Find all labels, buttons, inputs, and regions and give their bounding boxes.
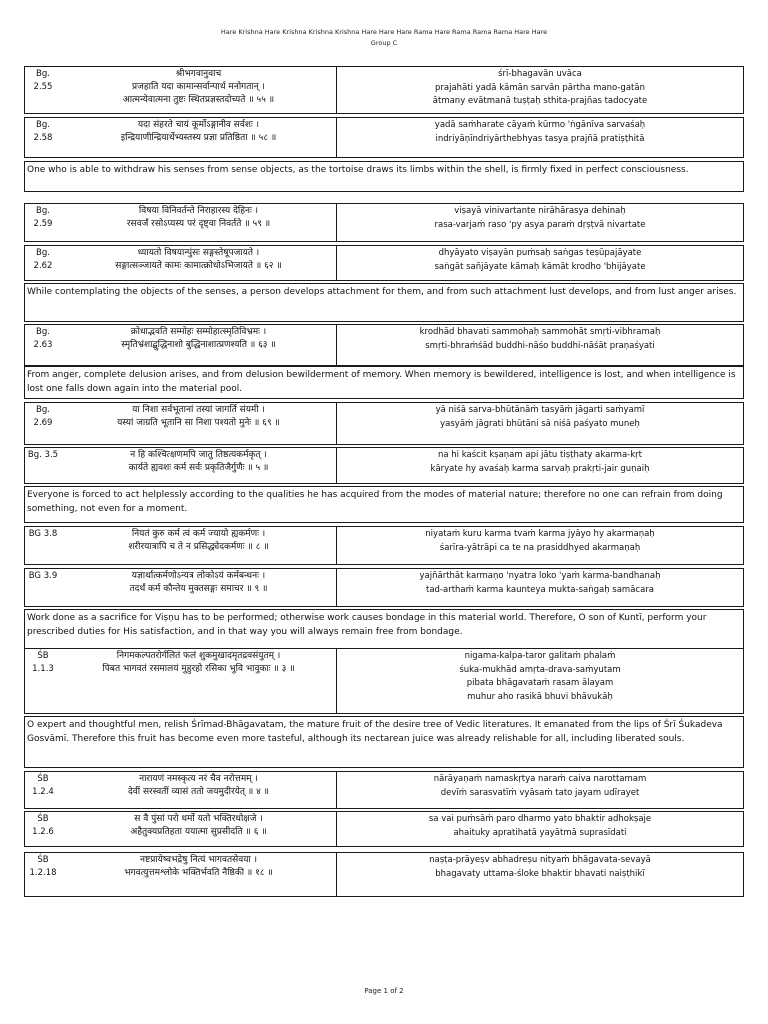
devanagari-line: या निशा सर्वभूतानां तस्यां जागर्ति संयमी । xyxy=(132,405,265,415)
devanagari-line: न हि कश्चित्क्षणमपि जातु तिष्ठत्यकर्मकृत् । xyxy=(130,450,267,460)
verse-reference xyxy=(25,204,61,241)
devanagari-verse xyxy=(61,67,337,113)
verse-reference xyxy=(25,649,61,713)
transliteration-line: naṣṭa-prāyeṣv abhadreṣu nityaṁ bhāgavata-sevayā xyxy=(429,855,651,865)
reference-line: 1.2.6 xyxy=(32,827,54,837)
devanagari-line: नष्टप्रायेष्वभद्रेषु नित्यं भागवतसेवया । xyxy=(139,855,258,865)
translation-paragraph: While contemplating the objects of the senses, a person develops attachment for them, and from such attachment lust develops, and from lust anger arises. xyxy=(24,283,744,322)
translation-paragraph: O expert and thoughtful men, relish Śrīmad-Bhāgavatam, the mature fruit of the desire tree of Vedic literatures. It emanated from the lips of Śrī Śukadeva Gosvāmī. Therefore this fruit has become even more tasteful, although its nectarean juice was already relishable for all, including liberated souls. xyxy=(24,716,744,768)
devanagari-verse xyxy=(61,448,337,483)
transliteration-line: śrī-bhagavān uvāca xyxy=(498,69,582,79)
transliteration xyxy=(337,118,743,157)
transliteration-line: indriyāṇīndriyārthebhyas tasya prajñā pratiṣṭhitā xyxy=(435,133,645,144)
devanagari-line: अहैतुक्यप्रतिहता ययात्मा सुप्रसीदति ॥ ६ ॥ xyxy=(130,827,267,837)
verse-reference xyxy=(25,325,61,365)
header-mantra: Hare Krishna Hare Krishna Krishna Krishna Hare Hare Hare Rama Hare Rama Rama Rama Hare Hare xyxy=(220,28,548,36)
reference-line: ŚB xyxy=(37,855,49,865)
transliteration-line: devīṁ sarasvatīṁ vyāsaṁ tato jayam udīrayet xyxy=(440,787,640,798)
translation-paragraph: One who is able to withdraw his senses from sense objects, as the tortoise draws its limbs within the shell, is firmly fixed in perfect consciousness. xyxy=(24,161,744,192)
transliteration-line: saṅgāt sañjāyate kāmaḥ kāmāt krodho 'bhijāyate xyxy=(434,261,646,272)
transliteration xyxy=(337,67,743,113)
devanagari-line: नियतं कुरु कर्म त्वं कर्म ज्यायो ह्यकर्मणः । xyxy=(131,529,266,539)
transliteration-line: viṣayā vinivartante nirāhārasya dehinaḥ xyxy=(454,206,626,216)
transliteration-line: niyataṁ kuru karma tvaṁ karma jyāyo hy akarmaṇaḥ xyxy=(425,529,655,539)
reference-line: Bg. xyxy=(36,327,50,337)
reference-line: 2.63 xyxy=(33,340,53,350)
transliteration xyxy=(337,448,743,483)
verse-row xyxy=(24,402,744,445)
devanagari-line: नारायणं नमस्कृत्य नरं चैव नरोत्तमम् । xyxy=(139,774,258,784)
transliteration xyxy=(337,649,743,713)
reference-line: 2.59 xyxy=(33,219,53,229)
verse-reference xyxy=(25,67,61,113)
transliteration-line: sa vai puṁsāṁ paro dharmo yato bhaktir adhokṣaje xyxy=(428,814,652,824)
verse-row xyxy=(24,245,744,281)
transliteration-line: nigama-kalpa-taror galitaṁ phalaṁ xyxy=(464,651,616,661)
reference-line: Bg. xyxy=(36,405,50,415)
reference-line: ŚB xyxy=(37,651,49,661)
reference-line: BG 3.9 xyxy=(28,571,58,581)
devanagari-line: रसवर्जं रसोऽप्यस्य परं दृष्ट्वा निवर्तते ॥ ५९ ॥ xyxy=(126,219,271,229)
verse-row xyxy=(24,66,744,114)
verse-reference xyxy=(25,853,61,896)
devanagari-verse xyxy=(61,812,337,846)
reference-line: Bg. xyxy=(36,69,50,79)
devanagari-verse xyxy=(61,649,337,713)
transliteration-line: prajahāti yadā kāmān sarvān pārtha mano-gatān xyxy=(435,82,645,93)
reference-line: 2.58 xyxy=(33,133,53,143)
transliteration xyxy=(337,325,743,365)
devanagari-verse xyxy=(61,325,337,365)
verse-reference xyxy=(25,403,61,444)
devanagari-line: स्मृतिभ्रंशाद्बुद्धिनाशो बुद्धिनाशात्प्रणश्यति ॥ ६३ ॥ xyxy=(121,340,276,350)
devanagari-verse xyxy=(61,772,337,808)
translation-paragraph: Everyone is forced to act helplessly according to the qualities he has acquired from the modes of material nature; therefore no one can refrain from doing something, not even for a moment. xyxy=(24,486,744,523)
transliteration-line: dhyāyato viṣayān puṁsaḥ saṅgas teṣūpajāyate xyxy=(438,248,642,258)
verse-row xyxy=(24,203,744,242)
reference-line: 2.55 xyxy=(33,82,53,92)
reference-line: Bg. xyxy=(36,206,50,216)
reference-line: 1.2.18 xyxy=(29,868,57,878)
transliteration-line: yadā saṁharate cāyaṁ kūrmo 'ṅgānīva sarvaśaḥ xyxy=(434,120,646,130)
transliteration-line: tad-arthaṁ karma kaunteya mukta-saṅgaḥ samācara xyxy=(425,584,655,595)
devanagari-verse xyxy=(61,204,337,241)
reference-line: Bg. 3.5 xyxy=(27,450,59,460)
transliteration-line: smṛti-bhraṁśād buddhi-nāśo buddhi-nāśāt praṇaśyati xyxy=(425,340,655,351)
reference-line: ŚB xyxy=(37,774,49,784)
transliteration-line: yajñārthāt karmaṇo 'nyatra loko 'yaṁ karma-bandhanaḥ xyxy=(419,571,661,581)
devanagari-line: प्रजहाति यदा कामान्सर्वान्पार्थ मनोगतान् । xyxy=(132,82,265,92)
transliteration-line: bhagavaty uttama-śloke bhaktir bhavati naiṣṭhikī xyxy=(435,868,645,879)
devanagari-line: सङ्गात्सञ्जायते कामः कामात्क्रोधोऽभिजायते ॥ ६२ ॥ xyxy=(115,261,282,271)
verse-row xyxy=(24,447,744,484)
transliteration-line: yā niśā sarva-bhūtānāṁ tasyāṁ jāgarti saṁyamī xyxy=(435,405,645,415)
verse-reference xyxy=(25,569,61,606)
devanagari-line: आत्मन्येवात्मना तुष्टः स्थितप्रज्ञस्तदोच्यते ॥ ५५ ॥ xyxy=(122,95,275,105)
transliteration xyxy=(337,527,743,564)
transliteration-line: ātmany evātmanā tuṣṭaḥ sthita-prajñas tadocyate xyxy=(432,96,648,106)
devanagari-verse xyxy=(61,853,337,896)
devanagari-line: तदर्थं कर्म कौन्तेय मुक्तसङ्गः समाचर ॥ ९ ॥ xyxy=(129,584,268,594)
reference-line: ŚB xyxy=(37,814,49,824)
devanagari-line: पिबत भागवतं रसमालयं मुहुरहो रसिका भुवि भावुकाः ॥ ३ ॥ xyxy=(102,664,295,674)
devanagari-line: निगमकल्पतरोर्गलितं फलं शुकमुखादमृतद्रवसंयुतम् । xyxy=(116,651,281,661)
verse-row xyxy=(24,771,744,809)
devanagari-line: इन्द्रियाणीन्द्रियार्थेभ्यस्तस्य प्रज्ञा प्रतिष्ठिता ॥ ५८ ॥ xyxy=(120,133,277,143)
transliteration-line: śuka-mukhād amṛta-drava-saṁyutam xyxy=(459,664,621,675)
verse-reference xyxy=(25,772,61,808)
transliteration xyxy=(337,204,743,241)
devanagari-verse xyxy=(61,246,337,280)
verse-row xyxy=(24,324,744,366)
verse-reference xyxy=(25,812,61,846)
transliteration xyxy=(337,569,743,606)
verse-reference xyxy=(25,448,61,483)
devanagari-verse xyxy=(61,403,337,444)
devanagari-verse xyxy=(61,569,337,606)
transliteration-line: ahaituky apratihatā yayātmā suprasīdati xyxy=(453,827,627,838)
devanagari-line: देवीं सरस्वतीं व्यासं ततो जयमुदीरयेत् ॥ ४ ॥ xyxy=(127,787,270,797)
devanagari-line: स वै पुंसां परो धर्मो यतो भक्तिरधोक्षजे । xyxy=(134,814,263,824)
verse-row xyxy=(24,117,744,158)
transliteration-line: śarīra-yātrāpi ca te na prasiddhyed akarmaṇaḥ xyxy=(439,542,641,553)
devanagari-verse xyxy=(61,527,337,564)
translation-paragraph: Work done as a sacrifice for Viṣṇu has to be performed; otherwise work causes bondage in this material world. Therefore, O son of Kuntī, perform your prescribed duties for His satisfaction, and in that way you will always remain free from bondage. xyxy=(24,609,744,649)
transliteration xyxy=(337,812,743,846)
devanagari-line: भगवत्युत्तमश्लोके भक्तिर्भवति नैष्ठिकी ॥ १८ ॥ xyxy=(124,868,273,878)
reference-line: BG 3.8 xyxy=(28,529,58,539)
verse-row xyxy=(24,526,744,565)
transliteration xyxy=(337,772,743,808)
devanagari-line: ध्यायतो विषयान्पुंसः सङ्गस्तेषूपजायते । xyxy=(137,248,260,258)
transliteration-line: pibata bhāgavataṁ rasam ālayam xyxy=(466,678,614,688)
verse-row xyxy=(24,811,744,847)
transliteration xyxy=(337,403,743,444)
devanagari-line: यस्यां जाग्रति भूतानि सा निशा पश्यतो मुनेः ॥ ६९ ॥ xyxy=(117,418,280,428)
reference-line: 2.62 xyxy=(33,261,53,271)
transliteration-line: nārāyaṇaṁ namaskṛtya naraṁ caiva narottamam xyxy=(433,774,647,784)
transliteration-line: muhur aho rasikā bhuvi bhāvukāḥ xyxy=(467,691,613,702)
devanagari-verse xyxy=(61,118,337,157)
header-group: Group C xyxy=(370,39,398,47)
verse-reference xyxy=(25,527,61,564)
verse-row xyxy=(24,648,744,714)
reference-line: 2.69 xyxy=(33,418,53,428)
transliteration-line: yasyāṁ jāgrati bhūtāni sā niśā paśyato muneḥ xyxy=(440,418,640,429)
translation-paragraph: From anger, complete delusion arises, and from delusion bewilderment of memory. When memory is bewildered, intelligence is lost, and when intelligence is lost one falls down again into the material pool. xyxy=(24,366,744,399)
reference-line: Bg. xyxy=(36,248,50,258)
transliteration-line: na hi kaścit kṣaṇam api jātu tiṣṭhaty akarma-kṛt xyxy=(438,450,642,460)
verse-reference xyxy=(25,118,61,157)
reference-line: Bg. xyxy=(36,120,50,130)
devanagari-line: विषया विनिवर्तन्ते निराहारस्य देहिनः । xyxy=(138,206,259,216)
devanagari-line: यदा संहरते चायं कूर्मोऽङ्गानीव सर्वशः । xyxy=(137,120,260,130)
verse-reference xyxy=(25,246,61,280)
devanagari-line: कार्यते ह्यवशः कर्म सर्वः प्रकृतिजैर्गुणैः ॥ ५ ॥ xyxy=(128,463,269,473)
transliteration xyxy=(337,853,743,896)
page-number: Page 1 of 2 xyxy=(364,987,404,995)
transliteration-line: krodhād bhavati sammohaḥ sammohāt smṛti-vibhramaḥ xyxy=(419,327,661,337)
devanagari-line: श्रीभगवानुवाच xyxy=(175,69,222,79)
reference-line: 1.2.4 xyxy=(32,787,54,797)
transliteration xyxy=(337,246,743,280)
verse-row xyxy=(24,568,744,607)
devanagari-line: शरीरयात्रापि च ते न प्रसिद्ध्येदकर्मणः ॥ ८ ॥ xyxy=(128,542,269,552)
devanagari-line: क्रोधाद्भवति सम्मोहः सम्मोहात्स्मृतिविभ्रमः । xyxy=(130,327,267,337)
verse-row xyxy=(24,852,744,897)
transliteration-line: rasa-varjaṁ raso 'py asya paraṁ dṛṣṭvā nivartate xyxy=(434,219,646,230)
transliteration-line: kāryate hy avaśaḥ karma sarvaḥ prakṛti-jair guṇaiḥ xyxy=(430,463,650,474)
devanagari-line: यज्ञार्थात्कर्मणोऽन्यत्र लोकोऽयं कर्मबन्धनः । xyxy=(131,571,266,581)
reference-line: 1.1.3 xyxy=(32,664,54,674)
